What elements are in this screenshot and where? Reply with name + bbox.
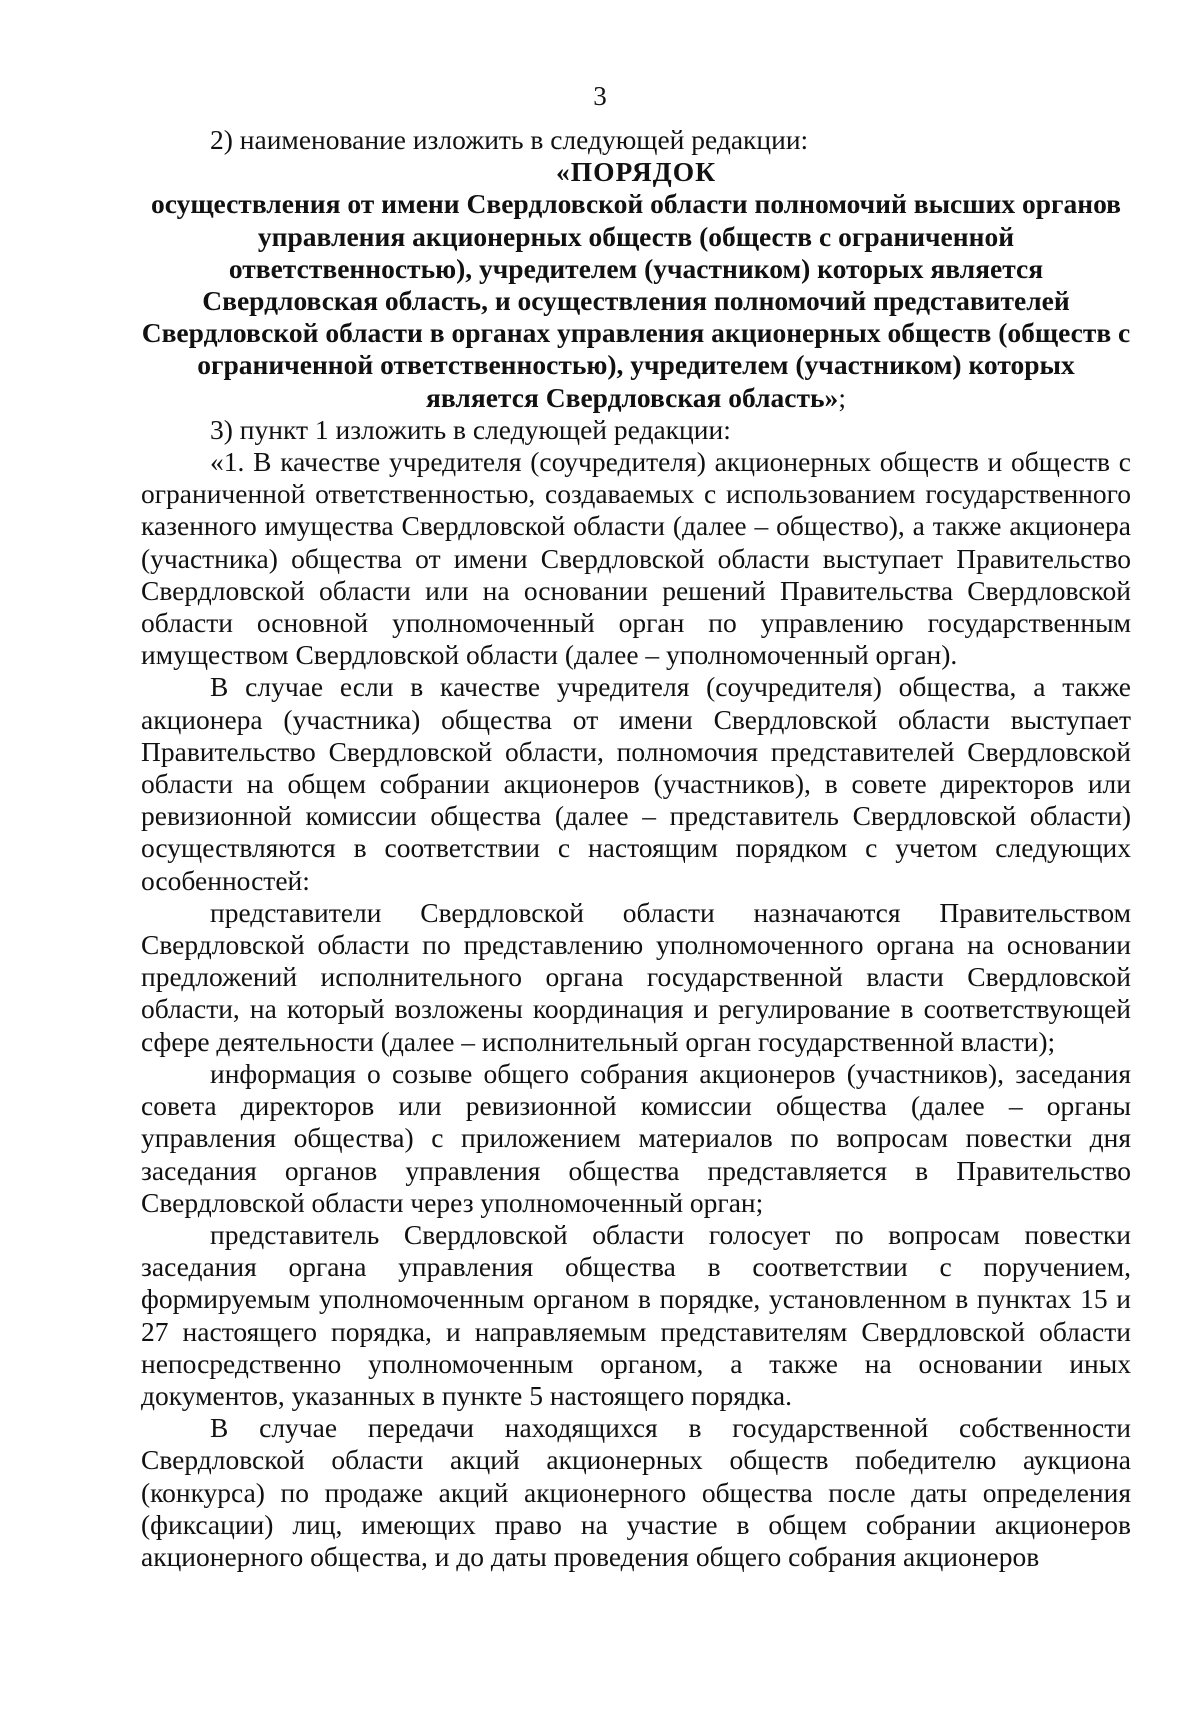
order-title-text: осуществления от имени Свердловской области полномочий высших органов управления акционерных обществ (обществ с ограниченной ответственностью), учредителем (участником) которых является Свердловская область, и осуществления полномочий представителей Свердловской области в органах управления акционерных обществ (обществ с ограниченной ответственностью), учредителем (участником) которых является Свердловская область» — [141, 188, 1131, 413]
government-case-paragraph: В случае если в качестве учредителя (соучредителя) общества, а также акционера (участника) общества от имени Свердловской области выступает Правительство Свердловской области, полномочия представителей Свердловской области на общем собрании акционеров (участников), в совете директоров или ревизионной комиссии общества (далее – представитель Свердловской области) осуществляются в соответствии с настоящим порядком с учетом следующих особенностей: — [141, 671, 1131, 896]
order-title-heading: «ПОРЯДОК — [555, 156, 717, 188]
order-title-tail: ; — [838, 381, 846, 413]
voting-paragraph: представитель Свердловской области голосует по вопросам повестки заседания органа управления общества в соответствии с поручением, формируемым уполномоченным органом в порядке, установленном в пунктах 15 и 27 настоящего порядка, и направляемым представителям Свердловской области непосредственно уполномоченным органом, а также на основании иных документов, указанных в пункте 5 настоящего порядка. — [141, 1218, 1131, 1411]
meeting-information-paragraph: информация о созыве общего собрания акционеров (участников), заседания совета директоров или ревизионной комиссии общества (далее – органы управления общества) с приложением материалов по вопросам повестки дня заседания органов управления общества представляется в Правительство Свердловской области через уполномоченный орган; — [141, 1057, 1131, 1218]
document-body — [141, 124, 1131, 1573]
item-3-intro: 3) пункт 1 изложить в следующей редакции: — [210, 413, 731, 445]
order-title-body — [141, 188, 1131, 413]
representatives-appointment-paragraph: представители Свердловской области назначаются Правительством Свердловской области по представлению уполномоченного органа на основании предложений исполнительного органа государственной власти Свердловской области, на который возложены координация и регулирование в соответствующей сфере деятельности (далее – исполнительный орган государственной власти); — [141, 896, 1131, 1057]
item-2-intro: 2) наименование изложить в следующей редакции: — [210, 124, 809, 155]
share-transfer-paragraph: В случае передачи находящихся в государственной собственности Свердловской области акций акционерных обществ победителю аукциона (конкурса) по продаже акций акционерного общества после даты определения (фиксации) лиц, имеющих право на участие в общем собрании акционеров акционерного общества, и до даты проведения общего собрания акционеров — [141, 1412, 1131, 1572]
page-number: 3 — [593, 81, 607, 111]
order-title — [141, 156, 1131, 414]
clause-1-paragraph: «1. В качестве учредителя (соучредителя) акционерных обществ и обществ с ограниченной ответственностью, создаваемых с использованием государственного казенного имущества Свердловской области (далее – общество), а также акционера (участника) общества от имени Свердловской области выступает Правительство Свердловской области или на основании решений Правительства Свердловской области основной уполномоченный орган по управлению государственным имуществом Свердловской области (далее – уполномоченный орган). — [141, 446, 1131, 671]
